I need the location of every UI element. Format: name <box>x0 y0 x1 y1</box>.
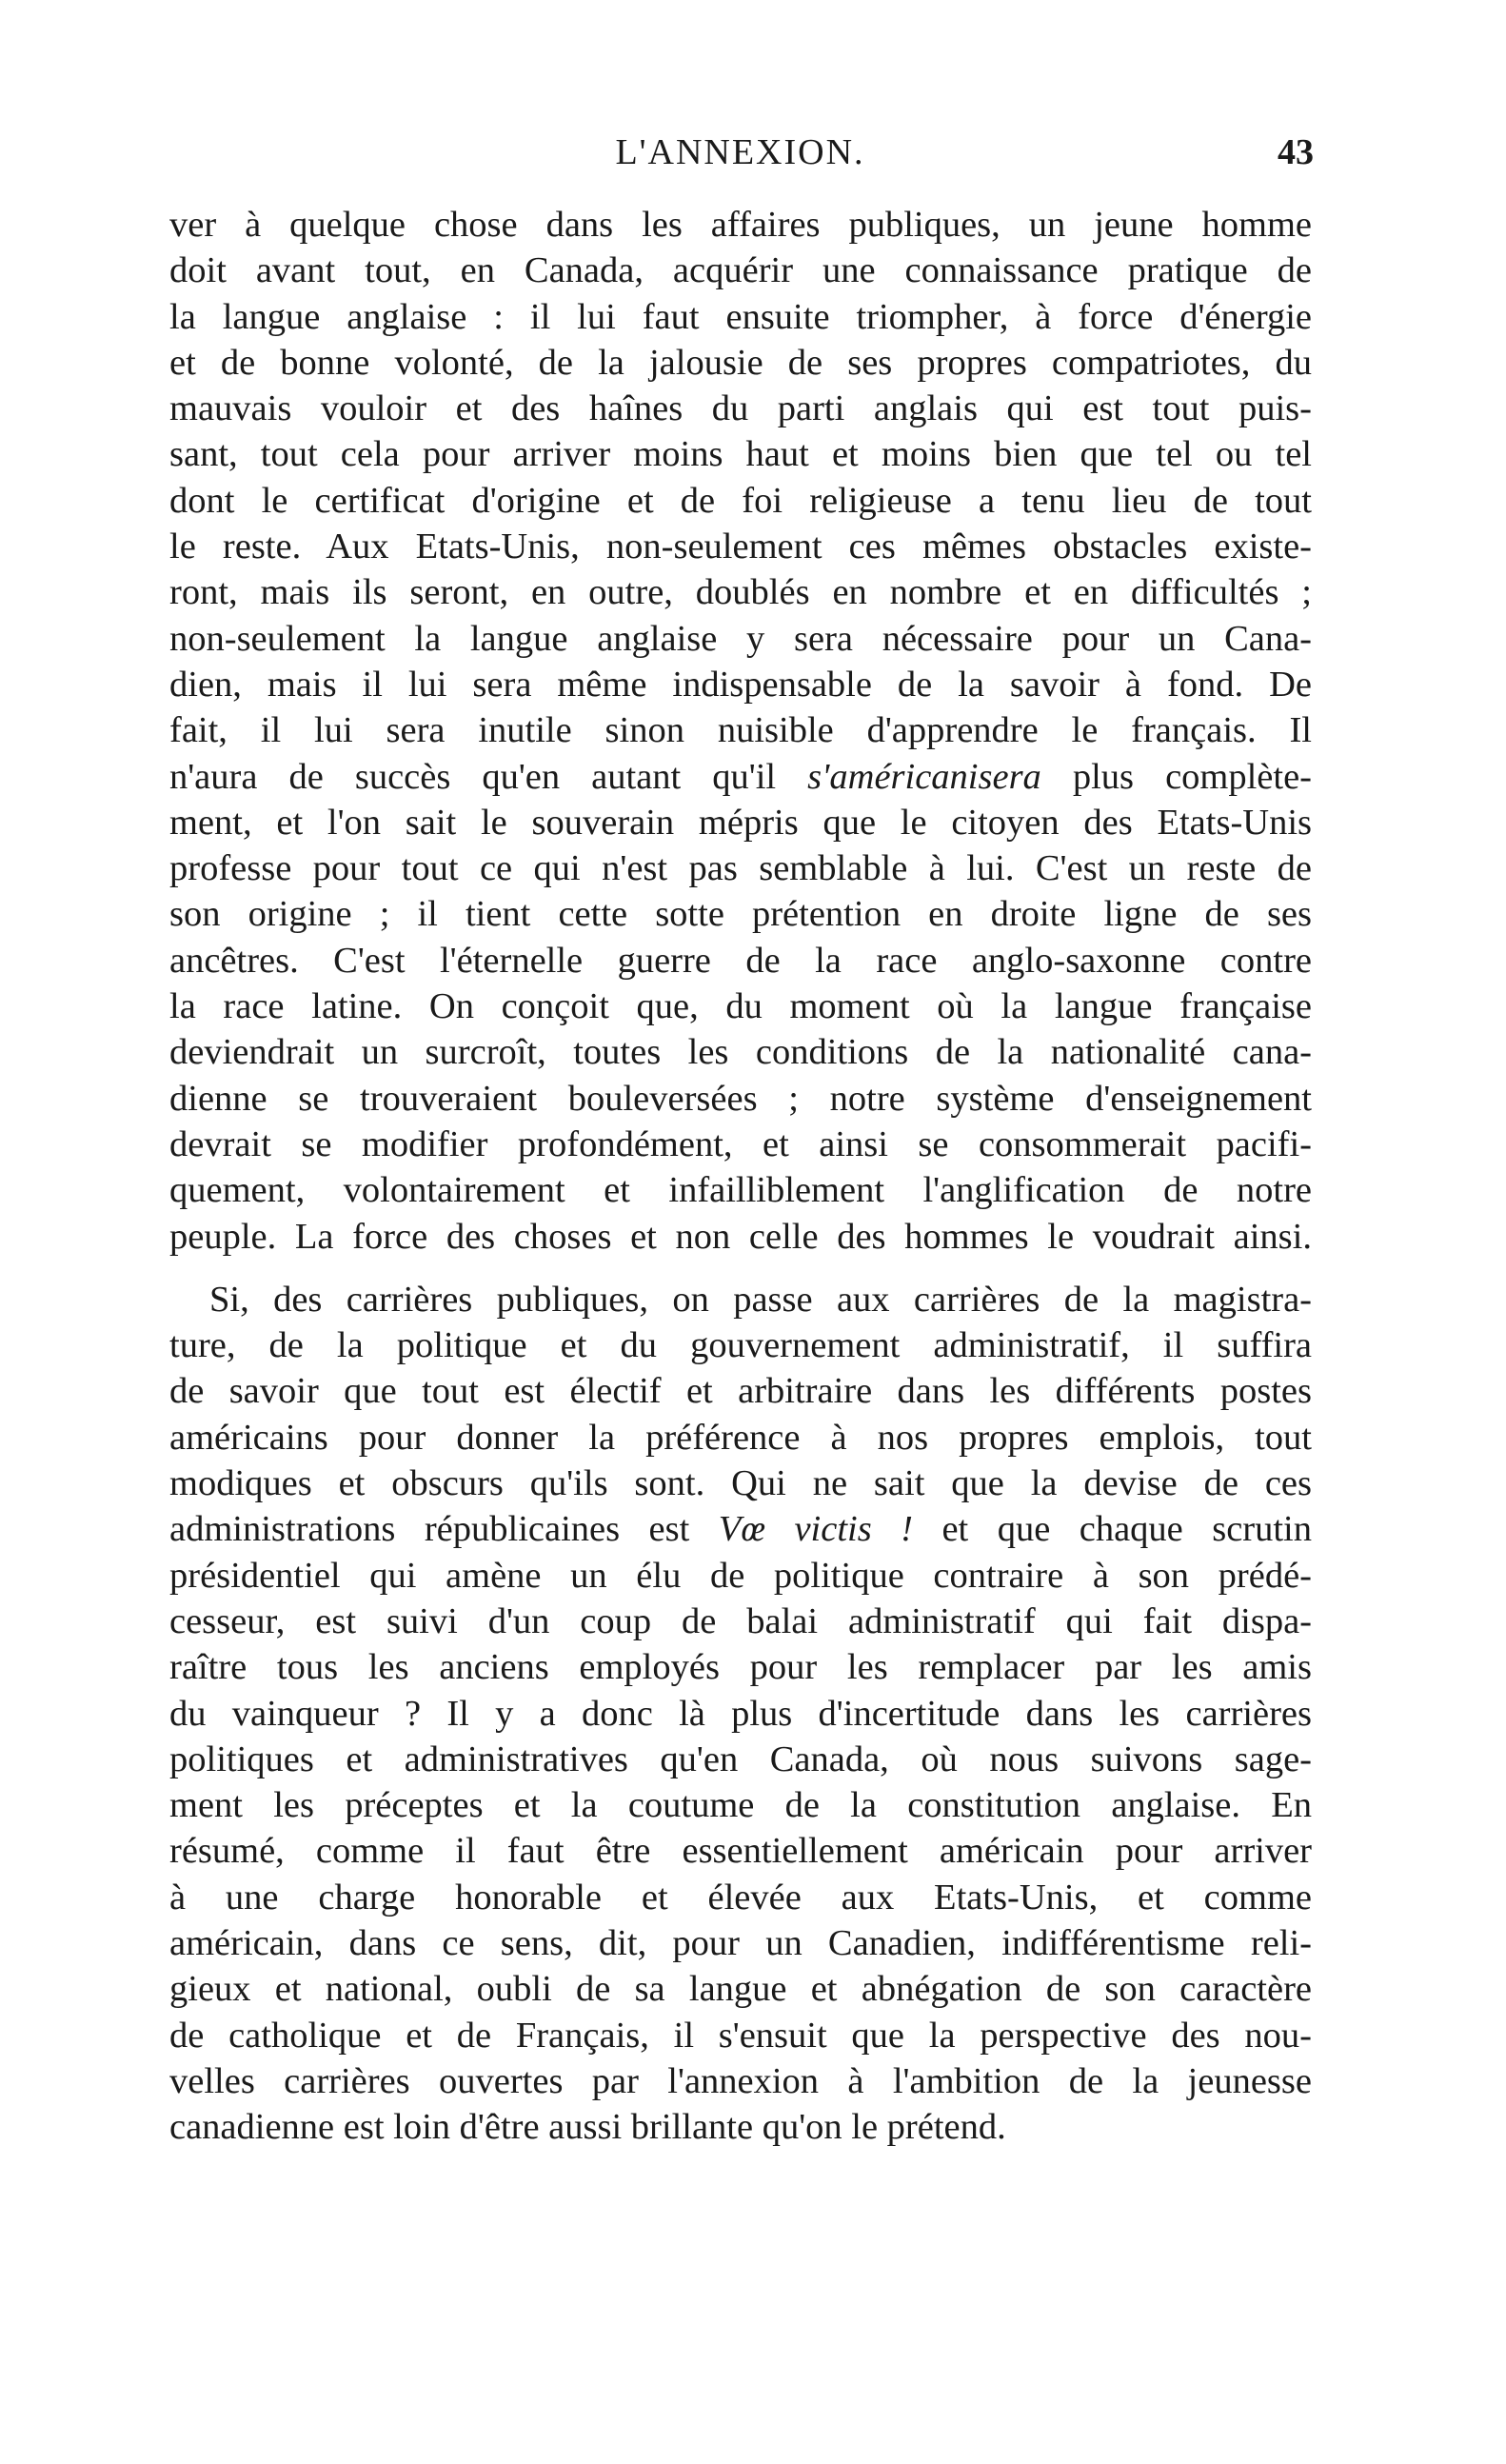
running-title: L'ANNEXION. <box>615 132 865 172</box>
text-line: non-seulement la langue anglaise y sera nécessaire pour un Cana- <box>169 618 1312 659</box>
text-line-mixed <box>169 754 1312 800</box>
text-line: ment, et l'on sait le souverain mépris que le citoyen des Etats-Unis <box>169 802 1312 843</box>
text-line: gieux et national, oubli de sa langue et abnégation de son caractère <box>169 1969 1312 2010</box>
text-line: résumé, comme il faut être essentiellement américain pour arriver <box>169 1831 1312 1872</box>
text-segment: n'aura de succès qu'en autant qu'il <box>169 756 777 797</box>
text-line: la langue anglaise : il lui faut ensuite triompher, à force d'énergie <box>169 296 1312 337</box>
text-line: la race latine. On conçoit que, du moment où la langue française <box>169 986 1312 1027</box>
text-line: le reste. Aux Etats-Unis, non-seulement ces mêmes obstacles existe- <box>169 527 1312 567</box>
text-line: ancêtres. C'est l'éternelle guerre de la race anglo-saxonne contre <box>169 940 1312 981</box>
text-line: du vainqueur ? Il y a donc là plus d'incertitude dans les carrières <box>169 1693 1312 1734</box>
text-line: modiques et obscurs qu'ils sont. Qui ne sait que la devise de ces <box>169 1463 1312 1504</box>
text-line: mauvais vouloir et des haînes du parti anglais qui est tout puis- <box>169 388 1312 429</box>
text-line: ver à quelque chose dans les affaires publiques, un jeune homme <box>169 205 1312 245</box>
text-line: américains pour donner la préférence à nos propres emplois, tout <box>169 1417 1312 1458</box>
text-line: cesseur, est suivi d'un coup de balai administratif qui fait dispa- <box>169 1600 1312 1641</box>
text-line: et de bonne volonté, de la jalousie de ses propres compatriotes, du <box>169 342 1312 383</box>
italic-term: Vœ victis ! <box>718 1509 913 1550</box>
text-line: doit avant tout, en Canada, acquérir une connaissance pratique de <box>169 250 1312 291</box>
text-line: son origine ; il tient cette sotte prétention en droite ligne de ses <box>169 894 1312 935</box>
text-line: de catholique et de Français, il s'ensuit que la perspective des nou- <box>169 2015 1312 2056</box>
text-segment: administrations républicaines est <box>169 1509 690 1550</box>
text-line: dien, mais il lui sera même indispensable de la savoir à fond. De <box>169 664 1312 705</box>
paragraph-2 <box>169 1277 1312 2151</box>
text-line: présidentiel qui amène un élu de politique contraire à son prédé- <box>169 1555 1312 1596</box>
page-number: 43 <box>1278 132 1314 172</box>
text-line: sant, tout cela pour arriver moins haut et moins bien que tel ou tel <box>169 434 1312 475</box>
text-line: américain, dans ce sens, dit, pour un Canadien, indifférentisme reli- <box>169 1922 1312 1963</box>
paragraph-1 <box>169 202 1312 1260</box>
text-line: raître tous les anciens employés pour les remplacer par les amis <box>169 1647 1312 1688</box>
body-text <box>169 202 1312 2150</box>
text-line: Si, des carrières publiques, on passe aux carrières de la magistra- <box>209 1279 1312 1320</box>
text-line: de savoir que tout est électif et arbitraire dans les différents postes <box>169 1371 1312 1412</box>
text-line-mixed <box>169 1506 1312 1552</box>
text-line-final: canadienne est loin d'être aussi brillante qu'on le prétend. <box>169 2107 1006 2148</box>
text-line: devrait se modifier profondément, et ainsi se consommerait pacifi- <box>169 1123 1312 1164</box>
text-line: deviendrait un surcroît, toutes les conditions de la nationalité cana- <box>169 1032 1312 1073</box>
text-line: professe pour tout ce qui n'est pas semblable à lui. C'est un reste de <box>169 848 1312 889</box>
text-line: dienne se trouveraient bouleversées ; notre système d'enseignement <box>169 1078 1312 1119</box>
italic-term: s'américanisera <box>807 756 1041 797</box>
text-segment: plus complète- <box>1040 756 1312 797</box>
page-header <box>167 131 1314 179</box>
text-line: dont le certificat d'origine et de foi religieuse a tenu lieu de tout <box>169 480 1312 521</box>
text-line: politiques et administratives qu'en Canada, où nous suivons sage- <box>169 1739 1312 1779</box>
text-line: velles carrières ouvertes par l'annexion à l'ambition de la jeunesse <box>169 2060 1312 2101</box>
text-line: ment les préceptes et la coutume de la constitution anglaise. En <box>169 1785 1312 1826</box>
text-line: quement, volontairement et infailliblement l'anglification de notre <box>169 1170 1312 1211</box>
text-segment: et que chaque scrutin <box>912 1509 1312 1550</box>
text-line: ture, de la politique et du gouvernement administratif, il suffira <box>169 1325 1312 1366</box>
text-line: peuple. La force des choses et non celle des hommes le voudrait ainsi. <box>169 1216 1312 1257</box>
text-line: à une charge honorable et élevée aux Etats-Unis, et comme <box>169 1877 1312 1918</box>
text-line: ront, mais ils seront, en outre, doublés en nombre et en difficultés ; <box>169 572 1312 613</box>
text-line: fait, il lui sera inutile sinon nuisible d'apprendre le français. Il <box>169 710 1312 751</box>
